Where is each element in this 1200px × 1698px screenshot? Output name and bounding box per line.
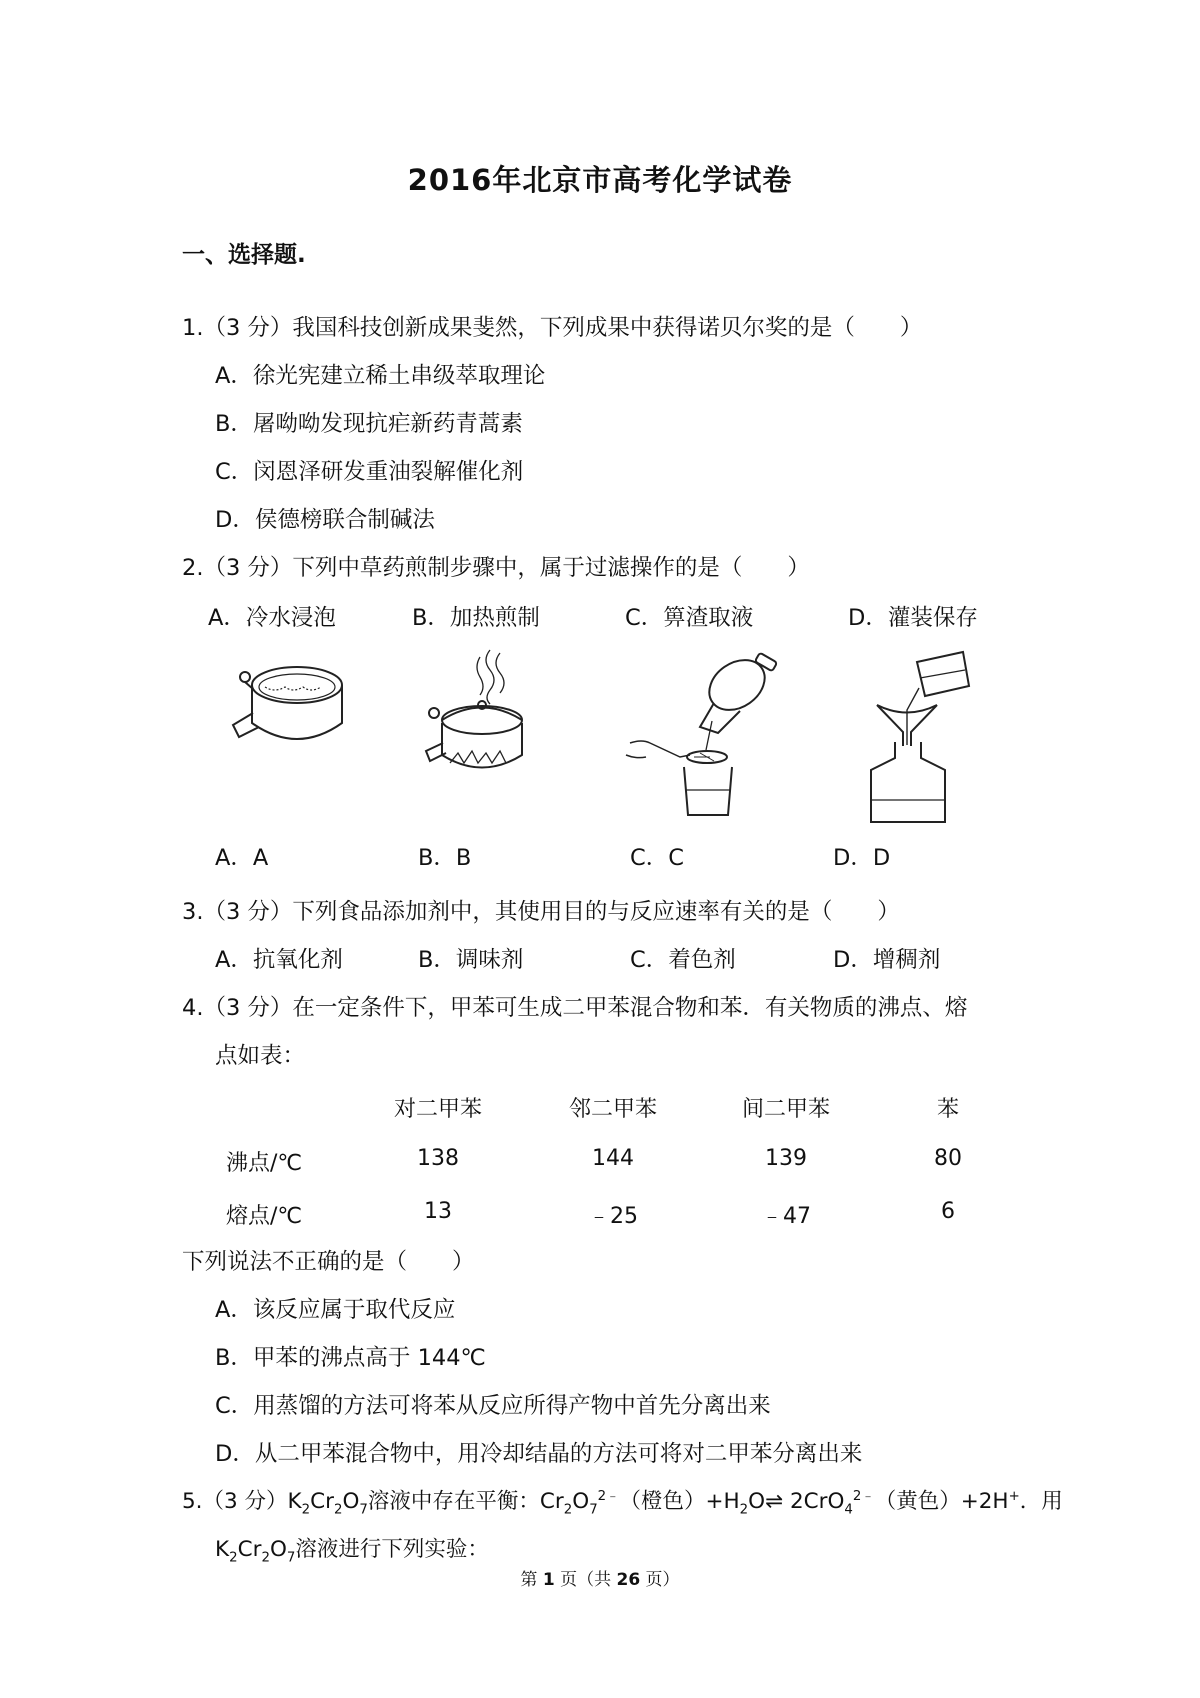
question-2-option-d: D．D — [833, 845, 891, 871]
question-1-option-b: B．屠呦呦发现抗疟新药青蒿素 — [215, 411, 523, 437]
table-cell: 139 — [765, 1146, 807, 1171]
question-1-stem: 1.（3 分）我国科技创新成果斐然，下列成果中获得诺贝尔奖的是（ ） — [182, 315, 923, 341]
question-2-caption-a: A．冷水浸泡 — [208, 605, 336, 631]
question-2-caption-b: B．加热煎制 — [412, 605, 540, 631]
table-header: 苯 — [936, 1097, 959, 1122]
question-5-stem-line-1: 5.（3 分）$K_2Cr_2O_7$溶液中存在平衡：$Cr_2O_7^{2﹣}$（橙色）$+H_2O\rightleftharpoons$ 2CrO$_4^{2﹣}$（黄色）+2H+．用 — [182, 1488, 1063, 1518]
question-4-option-b: B．甲苯的沸点高于 144℃ — [215, 1345, 486, 1371]
question-4-stem-line-2: 点如表： — [215, 1043, 306, 1069]
question-2-caption-c: C．箅渣取液 — [625, 605, 754, 631]
table-row-label: 沸点/℃ — [225, 1151, 303, 1176]
question-4-option-d: D．从二甲苯混合物中，用冷却结晶的方法可将对二甲苯分离出来 — [215, 1441, 863, 1467]
question-4-prompt: 下列说法不正确的是（ ） — [182, 1249, 475, 1275]
page-footer: 第 1 页（共 26 页） — [520, 1570, 680, 1590]
table-cell: 138 — [417, 1146, 459, 1171]
section-heading: 一、选择题. — [182, 242, 306, 268]
question-3-option-b: B．调味剂 — [418, 947, 524, 973]
table-cell: 80 — [934, 1146, 962, 1171]
table-header: 间二甲苯 — [741, 1097, 830, 1122]
table-cell: ﹣25 — [588, 1204, 638, 1229]
question-1-option-c: C．闵恩泽研发重油裂解催化剂 — [215, 459, 524, 485]
question-2-stem: 2.（3 分）下列中草药煎制步骤中，属于过滤操作的是（ ） — [182, 555, 810, 581]
question-1-option-a: A．徐光宪建立稀土串级萃取理论 — [215, 363, 546, 389]
figure-filter-liquid — [622, 645, 782, 820]
figure-cold-water-soaking — [225, 655, 350, 765]
question-4-stem-line-1: 4.（3 分）在一定条件下，甲苯可生成二甲苯混合物和苯．有关物质的沸点、熔 — [182, 995, 968, 1021]
question-1-option-d: D．侯德榜联合制碱法 — [215, 507, 435, 533]
question-2-caption-d: D．灌装保存 — [848, 605, 978, 631]
question-3-option-c: C．着色剂 — [630, 947, 736, 973]
figure-bottling — [865, 650, 985, 825]
table-cell: 13 — [424, 1199, 452, 1224]
table-row-label: 熔点/℃ — [225, 1204, 303, 1229]
table-header: 邻二甲苯 — [568, 1097, 657, 1122]
question-5-stem-line-2: $K_2Cr_2O_7$溶液进行下列实验： — [215, 1537, 489, 1566]
question-2-option-a: A．A — [215, 845, 269, 871]
table-cell: 6 — [941, 1199, 955, 1224]
table-cell: 144 — [592, 1146, 634, 1171]
table-cell: ﹣47 — [761, 1204, 811, 1229]
question-3-stem: 3.（3 分）下列食品添加剂中，其使用目的与反应速率有关的是（ ） — [182, 899, 900, 925]
question-3-option-d: D．增稠剂 — [833, 947, 941, 973]
page-title: 2016年北京市高考化学试卷 — [407, 163, 793, 197]
question-2-option-c: C．C — [630, 845, 684, 871]
figure-heating-decoction — [420, 645, 540, 790]
question-4-option-c: C．用蒸馏的方法可将苯从反应所得产物中首先分离出来 — [215, 1393, 771, 1419]
question-4-option-a: A．该反应属于取代反应 — [215, 1297, 456, 1323]
question-3-option-a: A．抗氧化剂 — [215, 947, 343, 973]
question-2-option-b: B．B — [418, 845, 472, 871]
table-header: 对二甲苯 — [393, 1097, 482, 1122]
